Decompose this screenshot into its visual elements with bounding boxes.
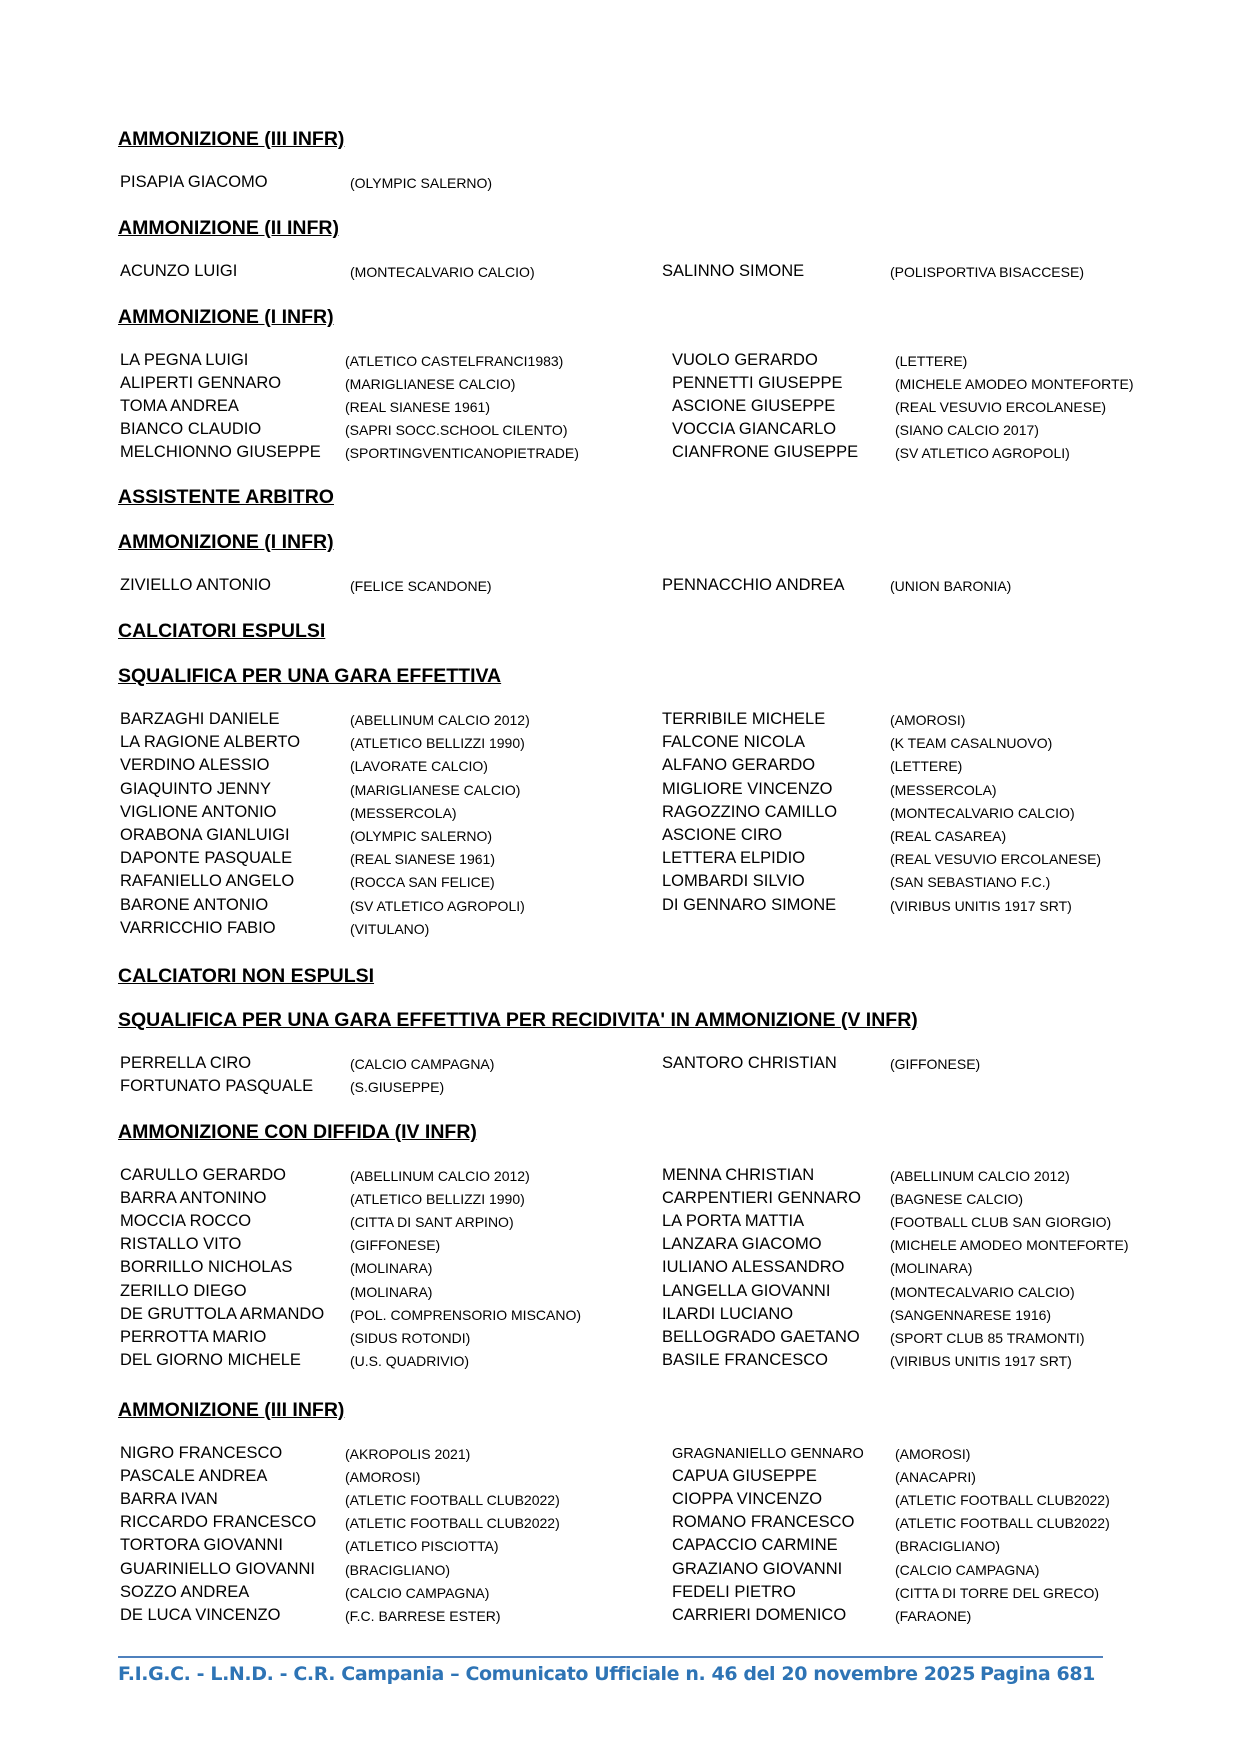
club-name: (REAL SIANESE 1961): [345, 399, 490, 415]
club-name: (MICHELE AMODEO MONTEFORTE): [890, 1237, 1129, 1253]
player-name: MENNA CHRISTIAN: [662, 1166, 815, 1184]
player-row: [0, 1582, 1241, 1605]
player-name: ILARDI LUCIANO: [662, 1305, 794, 1323]
player-name: CARULLO GERARDO: [120, 1166, 286, 1184]
player-row: [0, 172, 1241, 195]
player-row: [0, 373, 1241, 396]
player-row: [0, 1489, 1241, 1512]
player-row: [0, 1466, 1241, 1489]
club-name: (MARIGLIANESE CALCIO): [345, 376, 516, 392]
section-heading: ASSISTENTE ARBITRO: [118, 486, 334, 508]
player-name: ASCIONE GIUSEPPE: [672, 397, 836, 415]
club-name: (MICHELE AMODEO MONTEFORTE): [895, 376, 1134, 392]
player-row: [0, 802, 1241, 825]
footer-divider: [118, 1656, 1103, 1658]
club-name: (MESSERCOLA): [890, 782, 997, 798]
player-row: [0, 1257, 1241, 1280]
club-name: (BRACIGLIANO): [345, 1562, 451, 1578]
club-name: (MOLINARA): [350, 1284, 433, 1300]
club-name: (AMOROSI): [345, 1469, 421, 1485]
club-name: (ABELLINUM CALCIO 2012): [890, 1168, 1070, 1184]
player-name: FALCONE NICOLA: [662, 733, 806, 751]
club-name: (OLYMPIC SALERNO): [350, 828, 493, 844]
player-name: BASILE FRANCESCO: [662, 1351, 828, 1369]
player-name: CARPENTIERI GENNARO: [662, 1189, 861, 1207]
player-row: [0, 442, 1241, 465]
club-name: (U.S. QUADRIVIO): [350, 1353, 470, 1369]
section-heading: CALCIATORI ESPULSI: [118, 620, 326, 642]
club-name: (BRACIGLIANO): [895, 1538, 1001, 1554]
section-heading: AMMONIZIONE (III INFR): [118, 1399, 345, 1421]
club-name: (ANACAPRI): [895, 1469, 976, 1485]
section-heading: AMMONIZIONE (III INFR): [118, 128, 345, 150]
player-name: PENNACCHIO ANDREA: [662, 576, 845, 594]
player-name: RAFANIELLO ANGELO: [120, 872, 295, 890]
club-name: (FELICE SCANDONE): [350, 578, 492, 594]
player-row: [0, 848, 1241, 871]
section-heading: AMMONIZIONE (I INFR): [118, 306, 334, 328]
player-row: [0, 350, 1241, 373]
club-name: (SV ATLETICO AGROPOLI): [350, 898, 525, 914]
player-name: PENNETTI GIUSEPPE: [672, 374, 843, 392]
club-name: (S.GIUSEPPE): [350, 1079, 445, 1095]
player-name: GIAQUINTO JENNY: [120, 780, 271, 798]
club-name: (CALCIO CAMPAGNA): [895, 1562, 1040, 1578]
player-row: [0, 825, 1241, 848]
player-name: MELCHIONNO GIUSEPPE: [120, 443, 321, 461]
club-name: (SPORT CLUB 85 TRAMONTI): [890, 1330, 1085, 1346]
player-name: TORTORA GIOVANNI: [120, 1536, 283, 1554]
player-name: DAPONTE PASQUALE: [120, 849, 293, 867]
player-name: LOMBARDI SILVIO: [662, 872, 805, 890]
player-name: DE LUCA VINCENZO: [120, 1606, 281, 1624]
club-name: (REAL SIANESE 1961): [350, 851, 495, 867]
player-row: [0, 1304, 1241, 1327]
player-row: [0, 1211, 1241, 1234]
club-name: (ATLETIC FOOTBALL CLUB2022): [895, 1515, 1110, 1531]
club-name: (MESSERCOLA): [350, 805, 457, 821]
player-name: BARRA IVAN: [120, 1490, 218, 1508]
club-name: (LETTERE): [890, 758, 963, 774]
player-name: BELLOGRADO GAETANO: [662, 1328, 860, 1346]
player-name: GRAZIANO GIOVANNI: [672, 1560, 843, 1578]
club-name: (MONTECALVARIO CALCIO): [350, 264, 535, 280]
player-name: PERROTTA MARIO: [120, 1328, 267, 1346]
player-row: [0, 1350, 1241, 1373]
player-name: VOCCIA GIANCARLO: [672, 420, 837, 438]
club-name: (ABELLINUM CALCIO 2012): [350, 712, 530, 728]
player-name: ZERILLO DIEGO: [120, 1282, 247, 1300]
player-row: [0, 1535, 1241, 1558]
player-name: IULIANO ALESSANDRO: [662, 1258, 845, 1276]
player-name: MIGLIORE VINCENZO: [662, 780, 833, 798]
club-name: (BAGNESE CALCIO): [890, 1191, 1024, 1207]
player-row: [0, 1165, 1241, 1188]
player-name: VARRICCHIO FABIO: [120, 919, 276, 937]
player-name: PASCALE ANDREA: [120, 1467, 268, 1485]
section-heading: CALCIATORI NON ESPULSI: [118, 965, 375, 987]
player-row: [0, 871, 1241, 894]
club-name: (ABELLINUM CALCIO 2012): [350, 1168, 530, 1184]
club-name: (MARIGLIANESE CALCIO): [350, 782, 521, 798]
player-name: LA RAGIONE ALBERTO: [120, 733, 301, 751]
club-name: (REAL VESUVIO ERCOLANESE): [895, 399, 1107, 415]
player-name: DE GRUTTOLA ARMANDO: [120, 1305, 325, 1323]
club-name: (MOLINARA): [890, 1260, 973, 1276]
club-name: (K TEAM CASALNUOVO): [890, 735, 1053, 751]
club-name: (GIFFONESE): [890, 1056, 981, 1072]
player-name: ALFANO GERARDO: [662, 756, 816, 774]
club-name: (AMOROSI): [890, 712, 966, 728]
club-name: (CALCIO CAMPAGNA): [345, 1585, 490, 1601]
club-name: (VIRIBUS UNITIS 1917 SRT): [890, 898, 1072, 914]
player-name: ZIVIELLO ANTONIO: [120, 576, 271, 594]
player-name: CIANFRONE GIUSEPPE: [672, 443, 859, 461]
player-name: PERRELLA CIRO: [120, 1054, 252, 1072]
player-row: [0, 918, 1241, 941]
player-name: ORABONA GIANLUIGI: [120, 826, 290, 844]
player-name: RAGOZZINO CAMILLO: [662, 803, 838, 821]
section-heading: SQUALIFICA PER UNA GARA EFFETTIVA: [118, 665, 502, 687]
player-row: [0, 396, 1241, 419]
player-name: LETTERA ELPIDIO: [662, 849, 806, 867]
player-name: DI GENNARO SIMONE: [662, 896, 837, 914]
player-name: BARZAGHI DANIELE: [120, 710, 280, 728]
player-row: [0, 755, 1241, 778]
section-heading: AMMONIZIONE (II INFR): [118, 217, 339, 239]
player-row: [0, 1327, 1241, 1350]
player-name: CARRIERI DOMENICO: [672, 1606, 847, 1624]
player-name: LANGELLA GIOVANNI: [662, 1282, 831, 1300]
section-heading: AMMONIZIONE (I INFR): [118, 531, 334, 553]
club-name: (AMOROSI): [895, 1446, 971, 1462]
club-name: (LAVORATE CALCIO): [350, 758, 488, 774]
player-name: NIGRO FRANCESCO: [120, 1444, 283, 1462]
club-name: (MONTECALVARIO CALCIO): [890, 805, 1075, 821]
player-row: [0, 261, 1241, 284]
player-name: SANTORO CHRISTIAN: [662, 1054, 837, 1072]
player-name: SALINNO SIMONE: [662, 262, 805, 280]
footer-text: F.I.G.C. - L.N.D. - C.R. Campania – Comunicato Ufficiale n. 46 del 20 novembre 2025: [118, 1663, 976, 1685]
club-name: (ROCCA SAN FELICE): [350, 874, 495, 890]
club-name: (SV ATLETICO AGROPOLI): [895, 445, 1070, 461]
club-name: (VITULANO): [350, 921, 430, 937]
player-name: LA PEGNA LUIGI: [120, 351, 249, 369]
player-row: [0, 1188, 1241, 1211]
club-name: (GIFFONESE): [350, 1237, 441, 1253]
club-name: (ATLETIC FOOTBALL CLUB2022): [345, 1492, 560, 1508]
player-name: RISTALLO VITO: [120, 1235, 242, 1253]
player-name: BORRILLO NICHOLAS: [120, 1258, 293, 1276]
player-row: [0, 1605, 1241, 1628]
club-name: (FOOTBALL CLUB SAN GIORGIO): [890, 1214, 1112, 1230]
player-name: ALIPERTI GENNARO: [120, 374, 282, 392]
player-name: CAPACCIO CARMINE: [672, 1536, 838, 1554]
player-name: RICCARDO FRANCESCO: [120, 1513, 317, 1531]
club-name: (VIRIBUS UNITIS 1917 SRT): [890, 1353, 1072, 1369]
player-name: FEDELI PIETRO: [672, 1583, 796, 1601]
player-name: PISAPIA GIACOMO: [120, 173, 268, 191]
player-name: SOZZO ANDREA: [120, 1583, 250, 1601]
player-name: ASCIONE CIRO: [662, 826, 783, 844]
player-name: ACUNZO LUIGI: [120, 262, 238, 280]
player-row: [0, 419, 1241, 442]
player-name: ROMANO FRANCESCO: [672, 1513, 855, 1531]
club-name: (AKROPOLIS 2021): [345, 1446, 471, 1462]
club-name: (SPORTINGVENTICANOPIETRADE): [345, 445, 579, 461]
player-name: VIGLIONE ANTONIO: [120, 803, 277, 821]
club-name: (ATLETIC FOOTBALL CLUB2022): [895, 1492, 1110, 1508]
player-name: MOCCIA ROCCO: [120, 1212, 252, 1230]
player-name: LA PORTA MATTIA: [662, 1212, 805, 1230]
club-name: (ATLETICO CASTELFRANCI1983): [345, 353, 564, 369]
page-number: Pagina 681: [980, 1663, 1095, 1685]
club-name: (REAL VESUVIO ERCOLANESE): [890, 851, 1102, 867]
player-row: [0, 1559, 1241, 1582]
section-heading: SQUALIFICA PER UNA GARA EFFETTIVA PER RECIDIVITA' IN AMMONIZIONE (V INFR): [118, 1009, 918, 1031]
player-row: [0, 575, 1241, 598]
club-name: (CITTA DI SANT ARPINO): [350, 1214, 514, 1230]
player-row: [0, 895, 1241, 918]
player-name: BARRA ANTONINO: [120, 1189, 267, 1207]
player-name: VUOLO GERARDO: [672, 351, 818, 369]
club-name: (CALCIO CAMPAGNA): [350, 1056, 495, 1072]
club-name: (FARAONE): [895, 1608, 972, 1624]
club-name: (ATLETIC FOOTBALL CLUB2022): [345, 1515, 560, 1531]
club-name: (POLISPORTIVA BISACCESE): [890, 264, 1084, 280]
player-row: [0, 1053, 1241, 1076]
player-name: CIOPPA VINCENZO: [672, 1490, 823, 1508]
club-name: (SAPRI SOCC.SCHOOL CILENTO): [345, 422, 568, 438]
club-name: (MONTECALVARIO CALCIO): [890, 1284, 1075, 1300]
player-row: [0, 709, 1241, 732]
player-name: VERDINO ALESSIO: [120, 756, 270, 774]
player-name: GRAGNANIELLO GENNARO: [672, 1446, 864, 1462]
player-row: [0, 1443, 1241, 1466]
club-name: (SANGENNARESE 1916): [890, 1307, 1052, 1323]
player-name: LANZARA GIACOMO: [662, 1235, 822, 1253]
player-name: BIANCO CLAUDIO: [120, 420, 262, 438]
player-name: TERRIBILE MICHELE: [662, 710, 826, 728]
section-heading: AMMONIZIONE CON DIFFIDA (IV INFR): [118, 1121, 477, 1143]
player-row: [0, 1234, 1241, 1257]
player-name: DEL GIORNO MICHELE: [120, 1351, 301, 1369]
club-name: (MOLINARA): [350, 1260, 433, 1276]
player-row: [0, 732, 1241, 755]
club-name: (SIANO CALCIO 2017): [895, 422, 1039, 438]
club-name: (CITTA DI TORRE DEL GRECO): [895, 1585, 1100, 1601]
club-name: (UNION BARONIA): [890, 578, 1012, 594]
player-name: FORTUNATO PASQUALE: [120, 1077, 314, 1095]
club-name: (SAN SEBASTIANO F.C.): [890, 874, 1051, 890]
player-name: GUARINIELLO GIOVANNI: [120, 1560, 315, 1578]
club-name: (REAL CASAREA): [890, 828, 1007, 844]
club-name: (ATLETICO PISCIOTTA): [345, 1538, 499, 1554]
club-name: (ATLETICO BELLIZZI 1990): [350, 1191, 525, 1207]
player-name: CAPUA GIUSEPPE: [672, 1467, 817, 1485]
club-name: (OLYMPIC SALERNO): [350, 175, 493, 191]
club-name: (POL. COMPRENSORIO MISCANO): [350, 1307, 582, 1323]
club-name: (SIDUS ROTONDI): [350, 1330, 471, 1346]
player-row: [0, 1512, 1241, 1535]
club-name: (LETTERE): [895, 353, 968, 369]
player-row: [0, 1076, 1241, 1099]
club-name: (F.C. BARRESE ESTER): [345, 1608, 501, 1624]
player-row: [0, 779, 1241, 802]
club-name: (ATLETICO BELLIZZI 1990): [350, 735, 525, 751]
player-row: [0, 1281, 1241, 1304]
player-name: BARONE ANTONIO: [120, 896, 269, 914]
player-name: TOMA ANDREA: [120, 397, 239, 415]
